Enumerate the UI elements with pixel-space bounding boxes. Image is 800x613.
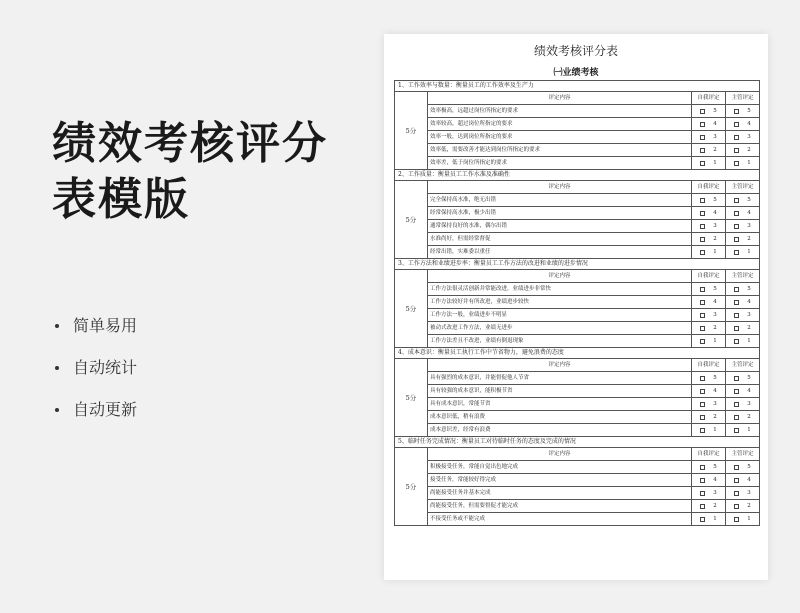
score-cell: 5分 [394,92,428,170]
checkbox-icon[interactable] [700,465,705,470]
score-cell: 5分 [394,181,428,259]
manager-rating-cell [726,411,760,423]
self-rating-cell [692,233,726,245]
rating-value: 1 [747,338,751,344]
rating-value: 3 [747,223,751,229]
criteria-rows [428,270,760,348]
criteria-description: 工作方法一般，业绩进步不明显 [428,309,692,321]
checkbox-icon[interactable] [734,224,739,229]
table-row [428,131,760,144]
rating-value: 5 [713,197,717,203]
table-row [428,144,760,157]
rating-value: 5 [713,108,717,114]
rating-value: 2 [713,503,717,509]
table-row [428,157,760,170]
checkbox-icon[interactable] [700,161,705,166]
criteria-rows [428,92,760,170]
checkbox-icon[interactable] [734,161,739,166]
checkbox-icon[interactable] [700,517,705,522]
rating-value: 1 [713,338,717,344]
criteria-block [394,448,760,526]
section-heading: ㈠业绩考核 [553,68,599,78]
checkbox-icon[interactable] [700,376,705,381]
manager-rating-cell [726,194,760,206]
feature-item [55,398,137,440]
rating-value: 3 [713,223,717,229]
self-rating-cell [692,335,726,347]
checkbox-icon[interactable] [700,389,705,394]
criteria-heading: 3、工作方法和业绩进步率：衡量员工工作方法的改进和业绩的进步情况 [394,259,760,270]
table-row [428,194,760,207]
criteria-description: 经常出错，实难委以重任 [428,246,692,258]
manager-rating-cell [726,118,760,130]
self-rating-cell [692,461,726,473]
column-header-content: 评定内容 [428,448,692,460]
rating-value: 3 [747,401,751,407]
criteria-heading: 1、工作效率与数量：衡量员工的工作效率及生产力 [394,81,760,92]
rating-value: 3 [747,134,751,140]
checkbox-icon[interactable] [734,122,739,127]
column-header-manager: 主管评定 [726,448,760,460]
bullet-icon [55,408,59,412]
self-rating-cell [692,105,726,117]
criteria-description: 效率一般，达到岗位所指定的要求 [428,131,692,143]
rating-value: 2 [747,147,751,153]
criteria-description: 工作方法差且不改进，业绩有倒退现象 [428,335,692,347]
manager-rating-cell [726,487,760,499]
criteria-block [394,359,760,437]
checkbox-icon[interactable] [700,148,705,153]
checkbox-icon[interactable] [700,339,705,344]
criteria-description: 积极接受任务，常能自觉出色地完成 [428,461,692,473]
checkbox-icon[interactable] [734,237,739,242]
self-rating-cell [692,296,726,308]
feature-label: 简单易用 [73,316,138,335]
table-row [428,233,760,246]
checkbox-icon[interactable] [700,478,705,483]
rating-value: 5 [747,375,751,381]
hero-title: 绩效考核评分表模版 [52,118,328,225]
table-row [428,474,760,487]
manager-rating-cell [726,105,760,117]
feature-item [55,356,137,398]
criteria-description: 不接受任务或不能完成 [428,513,692,525]
rating-value: 2 [747,325,751,331]
criteria-heading: 2、工作质量：衡量员工工作水准及准确性 [394,170,760,181]
criteria-heading: 5、临时任务完成情况：衡量员工对待临时任务的态度及完成的情况 [394,437,760,448]
rating-value: 2 [713,414,717,420]
table-row [428,322,760,335]
table-row [428,207,760,220]
column-header-manager: 主管评定 [726,92,760,104]
criteria-description: 效率差，低于岗位所指定的要求 [428,157,692,169]
rating-value: 2 [747,236,751,242]
column-header-self: 自我评定 [692,181,726,193]
criteria-description: 具有强烈的成本意识，并能督促他人节省 [428,372,692,384]
checkbox-icon[interactable] [734,300,739,305]
checkbox-icon[interactable] [700,109,705,114]
criteria-block [394,92,760,170]
rating-value: 1 [713,427,717,433]
self-rating-cell [692,500,726,512]
checkbox-icon[interactable] [734,148,739,153]
checkbox-icon[interactable] [734,478,739,483]
checkbox-icon[interactable] [700,326,705,331]
rating-value: 4 [747,210,751,216]
bullet-icon [55,324,59,328]
criteria-description: 工作方法较好并有所改进，业绩进步较快 [428,296,692,308]
rating-value: 1 [747,160,751,166]
manager-rating-cell [726,372,760,384]
self-rating-cell [692,474,726,486]
checkbox-icon[interactable] [734,211,739,216]
criteria-description: 具有较强的成本意识，能积极节省 [428,385,692,397]
self-rating-cell [692,372,726,384]
checkbox-icon[interactable] [700,402,705,407]
self-rating-cell [692,411,726,423]
checkbox-icon[interactable] [734,389,739,394]
checkbox-icon[interactable] [734,402,739,407]
checkbox-icon[interactable] [734,250,739,255]
table-row [428,105,760,118]
checkbox-icon[interactable] [734,415,739,420]
self-rating-cell [692,144,726,156]
criteria-description: 经常保持高水准，极少出错 [428,207,692,219]
manager-rating-cell [726,500,760,512]
criteria-block [394,181,760,259]
self-rating-cell [692,131,726,143]
self-rating-cell [692,398,726,410]
table-row [428,220,760,233]
criteria-description: 水准尚好，但需经常督促 [428,233,692,245]
self-rating-cell [692,207,726,219]
self-rating-cell [692,194,726,206]
self-rating-cell [692,157,726,169]
manager-rating-cell [726,309,760,321]
rating-value: 1 [747,516,751,522]
manager-rating-cell [726,461,760,473]
checkbox-icon[interactable] [734,326,739,331]
manager-rating-cell [726,220,760,232]
evaluation-sheet-preview [384,34,768,580]
manager-rating-cell [726,131,760,143]
table-row [428,487,760,500]
rating-value: 2 [713,325,717,331]
rating-value: 1 [713,160,717,166]
rating-value: 3 [713,401,717,407]
manager-rating-cell [726,385,760,397]
rating-value: 4 [747,299,751,305]
rating-value: 4 [713,477,717,483]
rating-value: 5 [713,286,717,292]
rating-value: 3 [713,490,717,496]
criteria-description: 效率较高，超过岗位所指定的要求 [428,118,692,130]
criteria-description: 效率极高，远超过岗位所指定的要求 [428,105,692,117]
rating-value: 3 [713,134,717,140]
checkbox-icon[interactable] [700,415,705,420]
criteria-description: 尚能接受任务，但需要督促才能完成 [428,500,692,512]
rating-value: 2 [713,147,717,153]
rating-value: 2 [747,414,751,420]
column-header-content: 评定内容 [428,181,692,193]
criteria-description: 具有成本意识，常能节省 [428,398,692,410]
checkbox-icon[interactable] [734,313,739,318]
table-row [428,398,760,411]
self-rating-cell [692,309,726,321]
rating-value: 1 [713,516,717,522]
feature-label: 自动统计 [73,358,138,377]
rating-value: 3 [747,312,751,318]
table-row [428,385,760,398]
column-header-self: 自我评定 [692,359,726,371]
checkbox-icon[interactable] [700,237,705,242]
table-row [428,309,760,322]
criteria-description: 工作方法很灵活创新并常能改进，业绩进步非常快 [428,283,692,295]
rating-value: 5 [747,286,751,292]
rating-value: 2 [713,236,717,242]
self-rating-cell [692,220,726,232]
score-cell: 5分 [394,270,428,348]
bullet-icon [55,366,59,370]
manager-rating-cell [726,233,760,245]
evaluation-table [394,80,760,526]
checkbox-icon[interactable] [700,211,705,216]
checkbox-icon[interactable] [734,198,739,203]
column-header-row [428,181,760,194]
checkbox-icon[interactable] [700,287,705,292]
sheet-title: 绩效考核评分表 [533,44,618,58]
rating-value: 4 [713,121,717,127]
table-row [428,118,760,131]
checkbox-icon[interactable] [734,491,739,496]
table-row [428,296,760,309]
column-header-row [428,270,760,283]
feature-label: 自动更新 [73,400,138,419]
checkbox-icon[interactable] [700,504,705,509]
checkbox-icon[interactable] [734,465,739,470]
column-header-self: 自我评定 [692,92,726,104]
rating-value: 4 [713,210,717,216]
rating-value: 1 [747,427,751,433]
rating-value: 4 [747,121,751,127]
criteria-description: 成本意识差，经常有浪费 [428,424,692,436]
table-row [428,500,760,513]
manager-rating-cell [726,424,760,436]
manager-rating-cell [726,296,760,308]
criteria-rows [428,448,760,526]
checkbox-icon[interactable] [700,122,705,127]
self-rating-cell [692,283,726,295]
checkbox-icon[interactable] [700,198,705,203]
column-header-self: 自我评定 [692,270,726,282]
score-cell: 5分 [394,448,428,526]
checkbox-icon[interactable] [700,300,705,305]
self-rating-cell [692,322,726,334]
checkbox-icon[interactable] [700,491,705,496]
rating-value: 3 [747,490,751,496]
manager-rating-cell [726,283,760,295]
manager-rating-cell [726,398,760,410]
self-rating-cell [692,513,726,525]
self-rating-cell [692,118,726,130]
self-rating-cell [692,424,726,436]
rating-value: 5 [713,464,717,470]
table-row [428,335,760,348]
table-row [428,283,760,296]
feature-list [55,314,137,440]
criteria-rows [428,359,760,437]
manager-rating-cell [726,474,760,486]
criteria-description: 尚能接受任务并基本完成 [428,487,692,499]
column-header-content: 评定内容 [428,359,692,371]
manager-rating-cell [726,513,760,525]
rating-value: 1 [713,249,717,255]
manager-rating-cell [726,157,760,169]
column-header-manager: 主管评定 [726,270,760,282]
checkbox-icon[interactable] [734,135,739,140]
self-rating-cell [692,385,726,397]
criteria-rows [428,181,760,259]
criteria-heading: 4、成本意识：衡量员工执行工作中节省物力，避免浪费的态度 [394,348,760,359]
table-row [428,513,760,526]
rating-value: 4 [713,388,717,394]
manager-rating-cell [726,322,760,334]
checkbox-icon[interactable] [700,428,705,433]
column-header-self: 自我评定 [692,448,726,460]
criteria-description: 被动式改进工作方法，业绩无进步 [428,322,692,334]
checkbox-icon[interactable] [734,428,739,433]
self-rating-cell [692,246,726,258]
rating-value: 5 [747,108,751,114]
table-row [428,461,760,474]
column-header-manager: 主管评定 [726,181,760,193]
column-header-row [428,359,760,372]
column-header-row [428,92,760,105]
column-header-content: 评定内容 [428,270,692,282]
criteria-description: 接受任务，常能较好得完成 [428,474,692,486]
checkbox-icon[interactable] [734,339,739,344]
rating-value: 1 [747,249,751,255]
column-header-manager: 主管评定 [726,359,760,371]
score-cell: 5分 [394,359,428,437]
checkbox-icon[interactable] [734,287,739,292]
rating-value: 5 [747,197,751,203]
self-rating-cell [692,487,726,499]
criteria-description: 效率低，需要改善才能达到岗位所指定的要求 [428,144,692,156]
checkbox-icon[interactable] [700,313,705,318]
column-header-content: 评定内容 [428,92,692,104]
rating-value: 5 [747,464,751,470]
table-row [428,424,760,437]
table-row [428,246,760,259]
checkbox-icon[interactable] [734,109,739,114]
rating-value: 4 [747,388,751,394]
checkbox-icon[interactable] [734,376,739,381]
rating-value: 4 [747,477,751,483]
manager-rating-cell [726,207,760,219]
checkbox-icon[interactable] [700,224,705,229]
checkbox-icon[interactable] [734,504,739,509]
rating-value: 4 [713,299,717,305]
checkbox-icon[interactable] [700,135,705,140]
manager-rating-cell [726,246,760,258]
checkbox-icon[interactable] [734,517,739,522]
column-header-row [428,448,760,461]
rating-value: 2 [747,503,751,509]
manager-rating-cell [726,335,760,347]
rating-value: 5 [713,375,717,381]
manager-rating-cell [726,144,760,156]
table-row [428,411,760,424]
criteria-description: 成本意识低，稍有浪费 [428,411,692,423]
rating-value: 3 [713,312,717,318]
criteria-description: 通常保持良好的水准，偶尔出错 [428,220,692,232]
checkbox-icon[interactable] [700,250,705,255]
feature-item [55,314,137,356]
criteria-block [394,270,760,348]
table-row [428,372,760,385]
criteria-description: 完全保持高水准，绝无出错 [428,194,692,206]
